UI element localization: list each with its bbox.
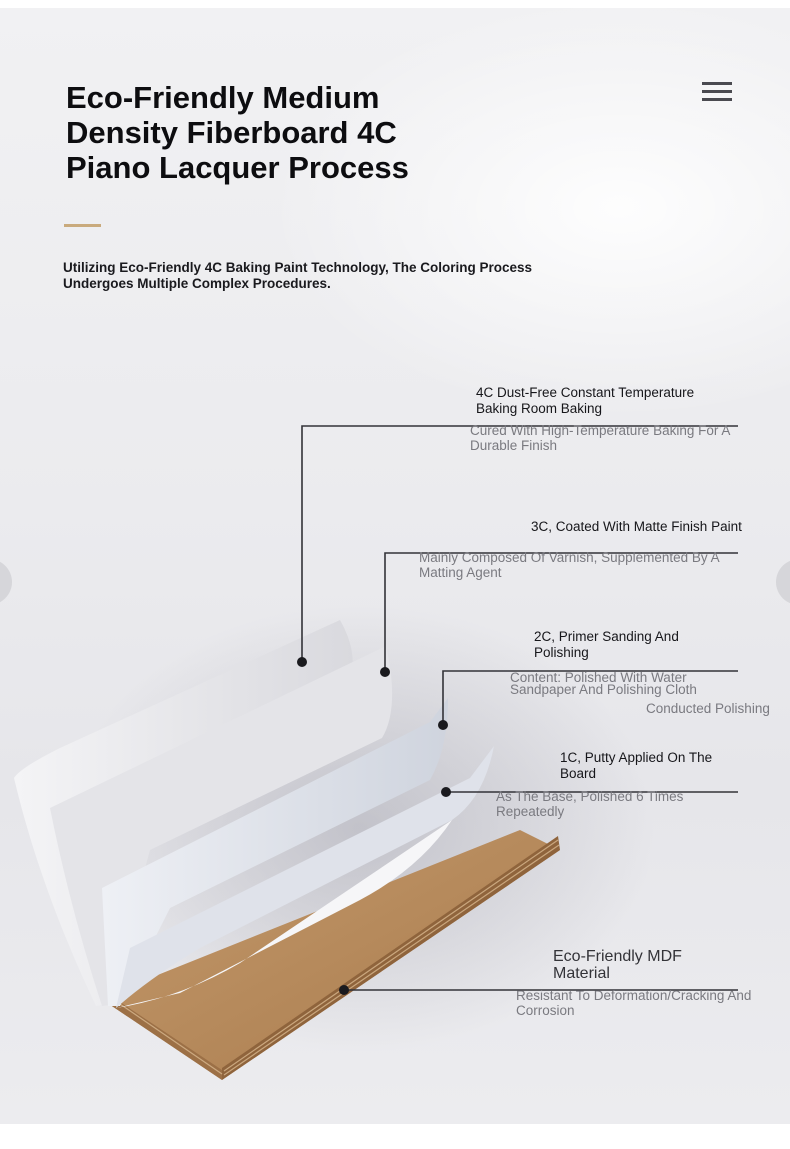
layer-2c-label: 2C, Primer Sanding And Polishing <box>534 629 679 660</box>
page-title: Eco-Friendly Medium Density Fiberboard 4C Piano Lacquer Process <box>66 80 409 185</box>
layer-1c-desc: As The Base, Polished 6 Times Repeatedly <box>496 789 684 819</box>
layer-3c-label: 3C, Coated With Matte Finish Paint <box>531 519 742 534</box>
layer-4c-desc: Cured With High-Temperature Baking For A Durable Finish <box>470 423 730 453</box>
layer-2c-desc: Content: Polished With Water Sandpaper And Polishing Cloth <box>510 670 697 697</box>
layer-mdf-desc: Resistant To Deformation/Cracking And Corrosion <box>516 988 752 1018</box>
product-banner <box>0 8 790 1124</box>
layer-2c-desc-extra: Conducted Polishing <box>646 701 770 716</box>
layer-4c-label: 4C Dust-Free Constant Temperature Baking Room Baking <box>476 385 695 416</box>
layer-1c-label: 1C, Putty Applied On The Board <box>560 750 713 781</box>
layer-mdf-label: Eco-Friendly MDF Material <box>553 948 682 982</box>
layer-3c-desc: Mainly Composed Of Varnish, Supplemented By A Matting Agent <box>419 550 719 580</box>
intro-text: Utilizing Eco-Friendly 4C Baking Paint Technology, The Coloring Process Undergoes Multiple Complex Procedures. <box>63 260 533 291</box>
